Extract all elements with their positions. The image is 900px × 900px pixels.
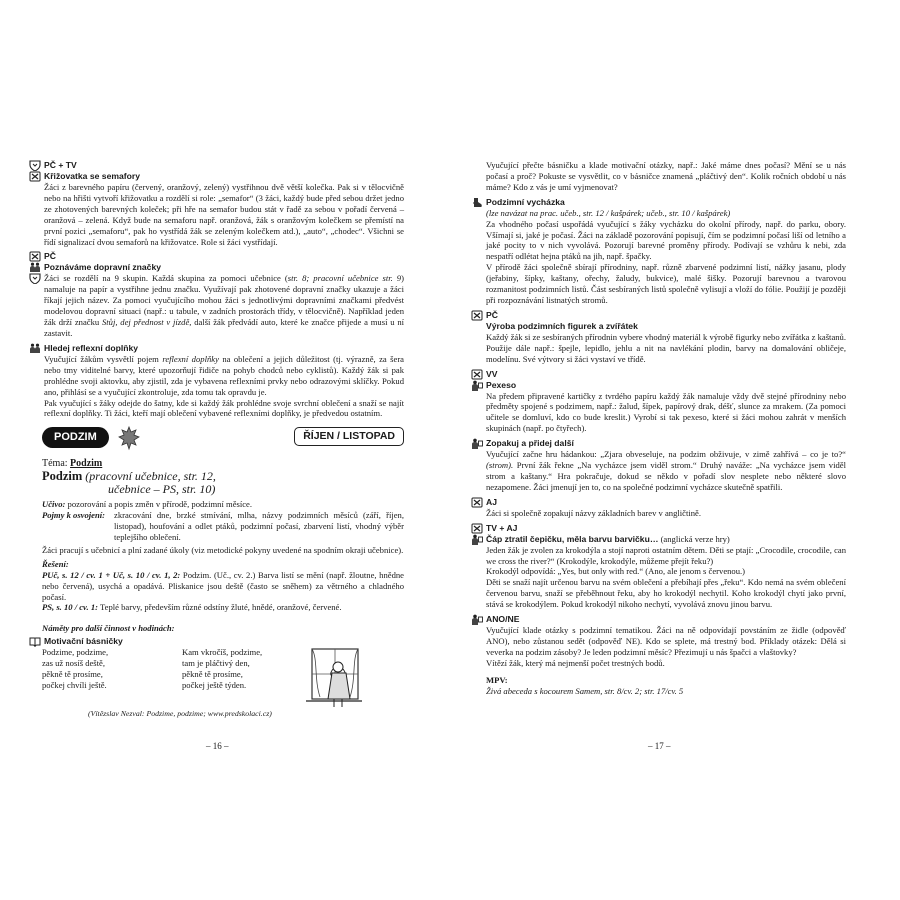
chapter-header	[28, 427, 404, 451]
activity-title: Čáp ztratil čepičku, měla barvu barvičku… (anglická verze hry)	[486, 533, 730, 544]
people-icon	[28, 262, 41, 273]
cross-icon	[28, 251, 41, 262]
shield-icon	[28, 160, 41, 171]
activity-text-2: V přírodě žáci společně sbírají přírodniny, např. různě zbarvené podzimní listí, nážky jasanu, plody (jeřabiny, šípky, kaštany, ořechy, žaludy, bukvice), malé šišky. Pozorují barevnou a tvarovou rozmanitost podzimních listů. Část sesbíraných listů společně vylisují a vloží do fólie. Použijí je později při rozpoznávání listnatých stromů.	[486, 262, 846, 305]
activity-text: Vyučující žákům vysvětlí pojem reflexní doplňky na oblečení a jejich důležitost (tj. výrazně, za šera nebo tmy viditelné barvy, které upozorňují řidiče na pohyb chodců nebo cyklistů). Každý žák si pak prohlédne svoji aktovku, aby zjistil, zda je vybavena reflexními prvky nebo odrazovými sklíčky. Pokud ano, přihlásí se a vyučující zkontroluje, zda tomu tak opravdu je.	[44, 353, 404, 397]
left-page	[28, 160, 404, 720]
activity-title: ANO/NE	[486, 614, 520, 625]
subject-label: VV	[486, 368, 498, 379]
activity-text: Vyučující klade otázky s podzimní tematikou. Žáci na ně odpovídají povstáním ze židle (odpověď ANO), nebo zůstanou sedět (odpověď NE). Kdo se splete, má trestný bod. Příklady otázek: Dělá si veverka na podzim zásoby? Je leden podzimní měsíc? Přezimují u nás špačci a vlaštovky?	[486, 625, 846, 657]
cross-icon	[470, 497, 483, 508]
activity-text-3: Děti se snaží najít určenou barvu na svém oblečení a přebíhají přes „řeku“. Kdo nemá na svém oblečení červenou barvu, snaží se přeběhnout řeku, aby ho krokodýl nechytil. Koho krokodýl chytí jako první, stává se krokodýlem. Pokud krokodýl nikoho nechytí, vyvolává znovu jinou barvu.	[486, 577, 846, 610]
activity-text-2: Vítězí žák, který má nejmenší počet trestných bodů.	[486, 657, 665, 668]
activity-text: Každý žák si ze sesbíraných přírodnin vybere vhodný materiál k výrobě figurky nebo zvířátka z kaštanů. Použije dále např.: špejle, lepidlo, jehlu a nit na navlékání plodin, barvy na domalování obličeje, modelínu. Své výtvory si žáci vystaví ve třídě.	[486, 331, 846, 364]
activity-title: Poznáváme dopravní značky	[44, 262, 162, 273]
teacher-icon	[470, 614, 483, 625]
section-repeat	[470, 438, 846, 493]
topic-title-ref: učebnice – PS, str. 10)	[108, 482, 216, 497]
activity-text: Žáci se rozdělí na 9 skupin. Každá skupina za pomoci učebnice (str. 8; pracovní učebnice str. 9) namaluje na papír a vystřihne jednu značku. Využívají pak zhotovené dopravní značky ukazuje a žáci říkají jejich název. Za pomoci vyučujícího mohou žáci s jednotlivými dopravními značkami předvést modelovou dopravní situaci (např.: u tabule, v zadních prostorách třídy, v tělocvičně). Například jeden žák drží značku Stůj, dej přednost v jízdě, další žák předvádí auto, které ke značce přijede a musí u ní zastavit.	[44, 273, 405, 338]
cross-icon	[470, 523, 483, 534]
more-activities-heading: Náměty pro další činnost v hodinách:	[42, 623, 175, 634]
activity-title: Hledej reflexní doplňky	[44, 342, 139, 353]
cross-icon	[470, 369, 483, 380]
leaf-icon	[116, 425, 142, 451]
activity-title: Pexeso	[486, 379, 517, 390]
month-box: ŘÍJEN / LISTOPAD	[294, 427, 404, 446]
section-yes-no	[470, 614, 846, 669]
activity-text: Vyučující začne hru hádankou: „Zjara obveseluje, na podzim obživuje, v zimě zahřívá – co je to?“ (strom). První žák řekne „Na vycházce jsem viděl strom.“ Druhý naváže: „Na vycházce jsem viděl strom a kaštany.“ Hra pokračuje, dokud se někdo v pořadí slov nesplete nebo některé slovo nezapomene. Žáci jmenují jen to, co na společné podzimní vycházce skutečně spatřili.	[486, 449, 846, 492]
shield-icon	[28, 273, 41, 284]
subject-label: PČ	[486, 309, 498, 320]
page-number-left: – 16 –	[206, 741, 229, 751]
concepts: Pojmy k osvojení: zkracování dne, brzké stmívání, mlha, názvy podzimních měsíců (září, říjen, listopad), houfování a odlet ptáků, podzimní počasí, zbarvení listí, vhodný výběr teplejšího oblečení.	[42, 510, 404, 543]
curriculum: Učivo: pozorování a popis změn v přírodě, podzimní měsíce.	[42, 499, 253, 510]
teacher-icon	[470, 438, 483, 449]
teacher-icon	[470, 380, 483, 391]
activity-ref: (lze navázat na prac. učeb., str. 12 / kašpárek; učeb., str. 10 / kašpárek)	[486, 207, 731, 218]
poem-2: Kam vkročíš, podzime, tam je pláčtivý den, pěkně tě prosíme, počkej ještě týden.	[182, 647, 263, 690]
solutions-label: Řešení:	[42, 558, 69, 569]
definitions	[42, 499, 404, 543]
page-number-right: – 17 –	[648, 741, 671, 751]
poems	[42, 647, 404, 709]
section-pexeso	[470, 369, 846, 435]
mpv-label: MPV:	[486, 674, 508, 685]
activity-text: Žáci z barevného papíru (červený, oranžový, zelený) vystřihnou dvě větší kolečka. Pak si v tělocvičně nebo na hřišti vytvoří křižovatku a rozdělí si role: „semafor“ (3 žáci, každý bude před sebou držet jedno ze zhotovených barevných koleček; při hře na semafor budou stát v řadě za sebou v pořadí červená – oranžová – zelená. Když bude na semaforu např. oranžová, žák s oranžovým kolečkem se přemístí na první pozici „semaforu“, pak ho vystřídá žák se zeleným kolečkem atd.), „auto“, „chodec“. Všichni se řídí signalizací dvou semaforů na křižovatce. Role si žáci vystřídají.	[44, 182, 404, 247]
activity-title: Zopakuj a přidej další	[486, 438, 574, 449]
intro-text: Vyučující přečte básničku a klade motivační otázky, např.: Jaké máme dnes počasí? Mění se u nás počasí a proč? Pokuste se vysvětlit, co v básničce znamená „pláčtivý den“. Kolik ročních období u nás máme? Kdo z vás je umí vyjmenovat?	[486, 160, 846, 192]
section-reflective	[28, 343, 404, 419]
task-text: Žáci pracují s učebnicí a plní zadané úkoly (viz metodické pokyny uvedené na spodním okraji učebnice).	[42, 544, 404, 555]
activity-text-2: Krokodýl odpovídá: „Yes, but only with red.“ (Ano, ale jenom s červenou.)	[486, 566, 746, 577]
poem-caption: (Vítězslav Nezval: Podzime, podzime; www.predskolaci.cz)	[88, 709, 272, 719]
subject-label: PČ + TV	[44, 160, 77, 170]
solution-2: PS, s. 10 / cv. 1: Teplé barvy, především různé odstíny žluté, hnědé, oranžové, červené.	[42, 602, 342, 613]
topic-line: Téma: Podzim	[42, 458, 103, 470]
subject-label: AJ	[486, 496, 497, 507]
cross-icon	[470, 310, 483, 321]
section-english	[470, 497, 846, 519]
subject-label: TV + AJ	[486, 522, 518, 533]
activity-title: Křižovatka se semafory	[44, 171, 141, 181]
right-page	[470, 160, 846, 697]
section-figures	[470, 310, 846, 365]
activity-text: Žáci si společně zopakují názvy základních barev v angličtině.	[486, 507, 701, 518]
mpv-text: Živá abeceda s kocourem Samem, str. 8/cv. 2; str. 17/cv. 5	[486, 685, 684, 696]
cross-icon	[28, 171, 41, 182]
solution-1: PUč, s. 12 / cv. 1 + Uč, s. 10 / cv. 1, 2: Podzim. (Uč., cv. 2.) Barva listí se mění (např. žloutne, hnědne nebo červená), usychá a opadává. Pliskanice jsou deště (často se sněhem) za větrného a chladného počasí.	[42, 569, 404, 602]
subject-label: PČ	[44, 251, 56, 262]
activity-text: Za vhodného počasí uspořádá vyučující s žáky vycházku do okolní přírody, např. do parku, obory. Všímají si, jaké je počasí. Žáci na základě pozorování popisují, čím se podzimní počasí liší od letního a jaké pocity to v nich vyvolává. Pozorují barevné proměny přírody. Podívají se vzhůru k nebi, zda nespatří odlétat hejna ptáků na jih, např. špačky.	[486, 218, 846, 262]
poem-1: Podzime, podzime, zas už nosíš deště, pěkně tě prosíme, počkej chvíli ještě.	[42, 647, 109, 690]
activity-title: Výroba podzimních figurek a zvířátek	[486, 320, 638, 331]
activity-title: Podzimní vycházka	[486, 196, 565, 207]
teacher-icon	[470, 534, 483, 545]
section-crossroads	[28, 160, 404, 247]
topic-title: Podzim (pracovní učebnice, str. 12,	[42, 469, 216, 484]
poem-heading	[28, 636, 404, 647]
activity-text-2: Pak vyučující s žáky odejde do šatny, kde si každý žák prohlédne svoje svrchní oblečení a snaží se najít reflexní doplňky. Ti žáci, kteří mají oblečení vybavené reflexními doplňky, je předvedou ostatním.	[44, 397, 404, 419]
poem-title: Motivační básničky	[44, 636, 123, 647]
section-walk	[470, 197, 846, 306]
section-crocodile	[470, 523, 846, 610]
activity-text: Jeden žák je zvolen za krokodýla a stojí naproti ostatním dětem. Děti se ptají: „Crocodile, crocodile, can we cross the river?“ (Krokodýle, krokodýle, můžeme přejít řeku?)	[486, 544, 846, 566]
boot-icon	[470, 197, 483, 208]
girl-window-illustration	[304, 647, 364, 709]
book-icon	[28, 636, 41, 647]
people-icon	[28, 343, 41, 354]
section-traffic-signs	[28, 251, 404, 338]
activity-text: Na předem připravené kartičky z tvrdého papíru každý žák namaluje vždy dvě stejné přírodniny nebo předměty spojené s podzimem, např.: žalud, šípek, papírový drak, déšť, slunce za mrakem. (Za pomoci učitele se domluví, kdo co bude kreslit.) Vyrobí si tak pexeso, které si žáci mohou zahrát v menších skupinách (např. po čtyřech).	[486, 390, 846, 434]
chapter-badge: PODZIM	[42, 427, 109, 448]
